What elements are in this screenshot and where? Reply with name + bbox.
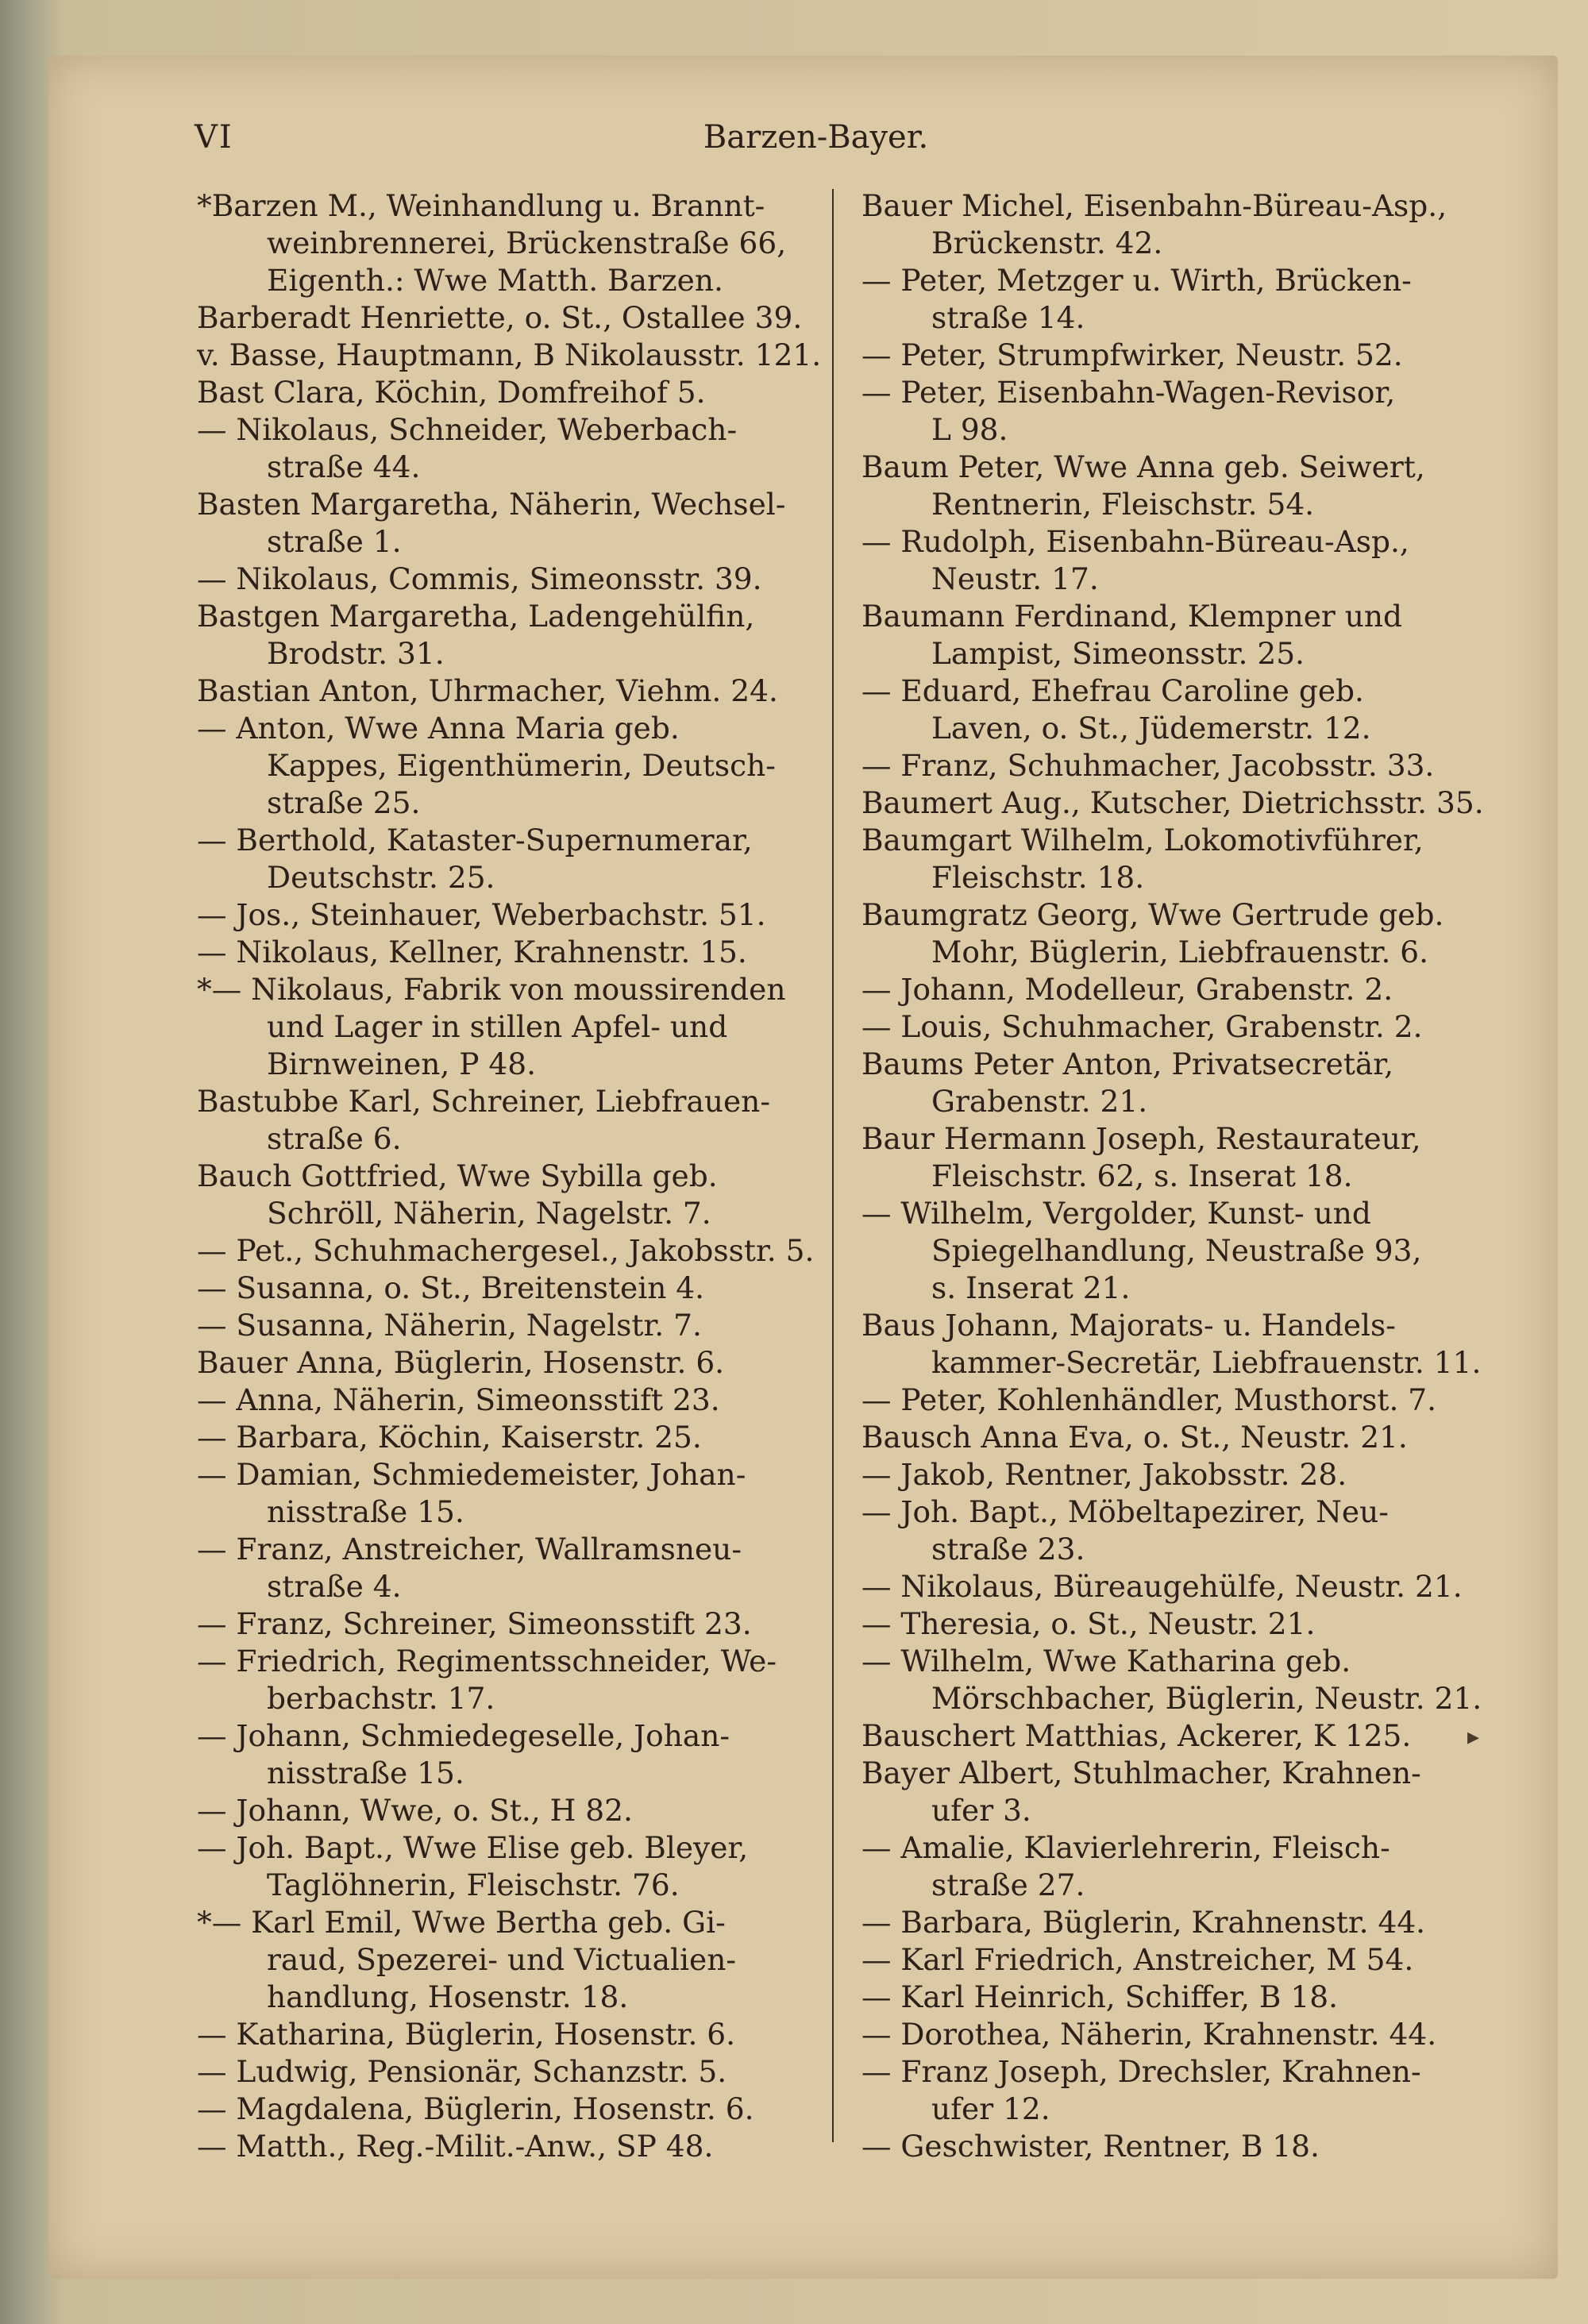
directory-entry-line: nisstraße 15. — [267, 1756, 464, 1790]
directory-entry-line: — Franz, Anstreicher, Wallramsneu- — [197, 1532, 742, 1567]
directory-entry-line: — Barbara, Köchin, Kaiserstr. 25. — [197, 1420, 702, 1455]
directory-entry-line: — Friedrich, Regimentsschneider, We- — [197, 1644, 777, 1678]
directory-entry-line: — Peter, Strumpfwirker, Neustr. 52. — [861, 337, 1403, 372]
edge-mark: ▸ — [1467, 1723, 1480, 1751]
directory-entry-line: — Johann, Modelleur, Grabenstr. 2. — [861, 972, 1393, 1007]
left-column — [197, 187, 822, 2165]
right-column — [861, 187, 1484, 2165]
directory-entry-line: — Wilhelm, Vergolder, Kunst- und — [861, 1196, 1371, 1231]
directory-entry-line: Mörschbacher, Büglerin, Neustr. 21. — [931, 1681, 1482, 1716]
directory-entry-line: Brückenstr. 42. — [931, 225, 1163, 260]
directory-entry-line: Baums Peter Anton, Privatsecretär, — [861, 1046, 1393, 1081]
directory-entry-line: — Peter, Eisenbahn-Wagen-Revisor, — [861, 375, 1396, 410]
directory-entry-line: Basten Margaretha, Näherin, Wechsel- — [197, 487, 786, 522]
directory-entry-line: handlung, Hosenstr. 18. — [267, 1979, 629, 2014]
directory-entry-line: — Pet., Schuhmachergesel., Jakobsstr. 5. — [197, 1233, 815, 1268]
page-header — [195, 119, 1437, 167]
directory-entry-line: — Franz Joseph, Drechsler, Krahnen- — [861, 2054, 1421, 2089]
directory-entry-line: straße 25. — [267, 785, 421, 820]
directory-entry-line: Baumgratz Georg, Wwe Gertrude geb. — [861, 897, 1444, 932]
directory-entry-line: — Rudolph, Eisenbahn-Büreau-Asp., — [861, 524, 1409, 559]
directory-entry-line: straße 23. — [931, 1532, 1085, 1567]
directory-entry-line: Rentnerin, Fleischstr. 54. — [931, 487, 1315, 522]
directory-entry-line: Neustr. 17. — [931, 561, 1099, 596]
directory-entry-line: Laven, o. St., Jüdemerstr. 12. — [931, 711, 1371, 746]
directory-entry-line: — Johann, Wwe, o. St., H 82. — [197, 1793, 633, 1828]
directory-entry-line: — Dorothea, Näherin, Krahnenstr. 44. — [861, 2017, 1437, 2052]
directory-entry-line: Fleischstr. 62, s. Inserat 18. — [931, 1158, 1353, 1193]
directory-entry-line: — Karl Friedrich, Anstreicher, M 54. — [861, 1942, 1414, 1977]
page-number: VI — [195, 119, 233, 156]
directory-entry-line: — Magdalena, Büglerin, Hosenstr. 6. — [197, 2091, 754, 2126]
directory-entry-line: Grabenstr. 21. — [931, 1084, 1148, 1119]
directory-entry-line: Baur Hermann Joseph, Restaurateur, — [861, 1121, 1421, 1156]
directory-entry-line: Baumgart Wilhelm, Lokomotivführer, — [861, 823, 1424, 858]
directory-entry-line: Eigenth.: Wwe Matth. Barzen. — [267, 263, 723, 298]
directory-entry-line: Bauer Michel, Eisenbahn-Büreau-Asp., — [861, 188, 1447, 223]
directory-entry-line: Mohr, Büglerin, Liebfrauenstr. 6. — [931, 935, 1429, 969]
directory-entry-line: — Matth., Reg.-Milit.-Anw., SP 48. — [197, 2129, 714, 2164]
directory-entry-line: — Karl Heinrich, Schiffer, B 18. — [861, 1979, 1339, 2014]
directory-entry-line: *— Karl Emil, Wwe Bertha geb. Gi- — [197, 1905, 726, 1940]
directory-entry-line: — Louis, Schuhmacher, Grabenstr. 2. — [861, 1009, 1423, 1044]
directory-entry-line: — Katharina, Büglerin, Hosenstr. 6. — [197, 2017, 736, 2052]
directory-entry-line: Bauer Anna, Büglerin, Hosenstr. 6. — [197, 1345, 725, 1380]
directory-entry-line: — Joh. Bapt., Möbeltapezirer, Neu- — [861, 1494, 1389, 1529]
directory-entry-line: nisstraße 15. — [267, 1494, 464, 1529]
directory-entry-line: straße 4. — [267, 1569, 402, 1604]
directory-entry-line: — Nikolaus, Schneider, Weberbach- — [197, 412, 738, 447]
directory-entry-line: — Ludwig, Pensionär, Schanzstr. 5. — [197, 2054, 727, 2089]
directory-entry-line: straße 6. — [267, 1121, 402, 1156]
directory-entry-line: — Theresia, o. St., Neustr. 21. — [861, 1606, 1316, 1641]
directory-entry-line: — Joh. Bapt., Wwe Elise geb. Bleyer, — [197, 1830, 749, 1865]
directory-entry-line: — Anton, Wwe Anna Maria geb. — [197, 711, 680, 746]
directory-entry-line: L 98. — [931, 412, 1008, 447]
directory-entry-line: v. Basse, Hauptmann, B Nikolausstr. 121. — [197, 337, 822, 372]
directory-entry-line: — Eduard, Ehefrau Caroline geb. — [861, 673, 1364, 708]
directory-entry-line: Lampist, Simeonsstr. 25. — [931, 636, 1305, 671]
directory-entry-line: Bausch Anna Eva, o. St., Neustr. 21. — [861, 1420, 1408, 1455]
directory-entry-line: — Franz, Schreiner, Simeonsstift 23. — [197, 1606, 752, 1641]
directory-entry-line: Spiegelhandlung, Neustraße 93, — [931, 1233, 1422, 1268]
directory-entry-line: Kappes, Eigenthümerin, Deutsch- — [267, 748, 776, 783]
directory-entry-line: — Nikolaus, Kellner, Krahnenstr. 15. — [197, 935, 747, 969]
directory-entry-line: straße 14. — [931, 300, 1085, 335]
directory-entry-line: Baum Peter, Wwe Anna geb. Seiwert, — [861, 449, 1425, 484]
directory-entry-line: Taglöhnerin, Fleischstr. 76. — [267, 1867, 680, 1902]
directory-entry-line: — Franz, Schuhmacher, Jacobsstr. 33. — [861, 748, 1435, 783]
directory-entry-line: Baus Johann, Majorats- u. Handels- — [861, 1308, 1396, 1343]
directory-entry-line: weinbrennerei, Brückenstraße 66, — [267, 225, 787, 260]
directory-entry-line: Baumert Aug., Kutscher, Dietrichsstr. 35. — [861, 785, 1484, 820]
directory-entry-line: — Berthold, Kataster-Supernumerar, — [197, 823, 753, 858]
directory-entry-line: — Jakob, Rentner, Jakobsstr. 28. — [861, 1457, 1347, 1492]
directory-entry-line: ufer 12. — [931, 2091, 1050, 2126]
directory-entry-line: raud, Spezerei- und Victualien- — [267, 1942, 737, 1977]
directory-entry-line: Fleischstr. 18. — [931, 860, 1145, 895]
column-divider — [832, 189, 834, 2142]
directory-entry-line: — Peter, Kohlenhändler, Musthorst. 7. — [861, 1382, 1437, 1417]
directory-entry-line: Baumann Ferdinand, Klempner und — [861, 599, 1403, 634]
directory-entry-line: berbachstr. 17. — [267, 1681, 495, 1716]
directory-entry-line: — Susanna, Näherin, Nagelstr. 7. — [197, 1308, 702, 1343]
directory-entry-line: — Geschwister, Rentner, B 18. — [861, 2129, 1320, 2164]
directory-entry-line: kammer-Secretär, Liebfrauenstr. 11. — [931, 1345, 1482, 1380]
directory-entry-line: *Barzen M., Weinhandlung u. Brannt- — [197, 188, 765, 223]
directory-entry-line: — Johann, Schmiedegeselle, Johan- — [197, 1718, 730, 1753]
directory-entry-line: — Anna, Näherin, Simeonsstift 23. — [197, 1382, 720, 1417]
directory-entry-line: ufer 3. — [931, 1793, 1031, 1828]
directory-entry-line: Birnweinen, P 48. — [267, 1046, 537, 1081]
directory-entry-line: — Susanna, o. St., Breitenstein 4. — [197, 1270, 705, 1305]
directory-entry-line: Bastubbe Karl, Schreiner, Liebfrauen- — [197, 1084, 771, 1119]
directory-entry-line: Bauschert Matthias, Ackerer, K 125. — [861, 1718, 1412, 1753]
directory-entry-line: — Jos., Steinhauer, Weberbachstr. 51. — [197, 897, 766, 932]
directory-entry-line: — Barbara, Büglerin, Krahnenstr. 44. — [861, 1905, 1426, 1940]
directory-entry-line: Brodstr. 31. — [267, 636, 445, 671]
directory-entry-line: — Amalie, Klavierlehrerin, Fleisch- — [861, 1830, 1390, 1865]
directory-entry-line: straße 1. — [267, 524, 402, 559]
directory-entry-line: Bastian Anton, Uhrmacher, Viehm. 24. — [197, 673, 778, 708]
directory-entry-line: Deutschstr. 25. — [267, 860, 495, 895]
directory-entry-line: *— Nikolaus, Fabrik von moussirenden — [197, 972, 786, 1007]
directory-entry-line: s. Inserat 21. — [931, 1270, 1131, 1305]
running-head: Barzen-Bayer. — [703, 119, 929, 156]
directory-entry-line: Schröll, Näherin, Nagelstr. 7. — [267, 1196, 711, 1231]
directory-entry-line: — Damian, Schmiedemeister, Johan- — [197, 1457, 746, 1492]
directory-entry-line: Bayer Albert, Stuhlmacher, Krahnen- — [861, 1756, 1421, 1790]
directory-entry-line: und Lager in stillen Apfel- und — [267, 1009, 728, 1044]
directory-entry-line: — Nikolaus, Büreaugehülfe, Neustr. 21. — [861, 1569, 1463, 1604]
directory-entry-line: Bauch Gottfried, Wwe Sybilla geb. — [197, 1158, 718, 1193]
directory-entry-line: — Nikolaus, Commis, Simeonsstr. 39. — [197, 561, 762, 596]
directory-entry-line: straße 44. — [267, 449, 421, 484]
directory-entry-line: Bastgen Margaretha, Ladengehülfin, — [197, 599, 755, 634]
directory-entry-line: straße 27. — [931, 1867, 1085, 1902]
directory-entry-line: Bast Clara, Köchin, Domfreihof 5. — [197, 375, 706, 410]
directory-entry-line: Barberadt Henriette, o. St., Ostallee 39. — [197, 300, 803, 335]
directory-entry-line: — Wilhelm, Wwe Katharina geb. — [861, 1644, 1351, 1678]
directory-entry-line: — Peter, Metzger u. Wirth, Brücken- — [861, 263, 1412, 298]
